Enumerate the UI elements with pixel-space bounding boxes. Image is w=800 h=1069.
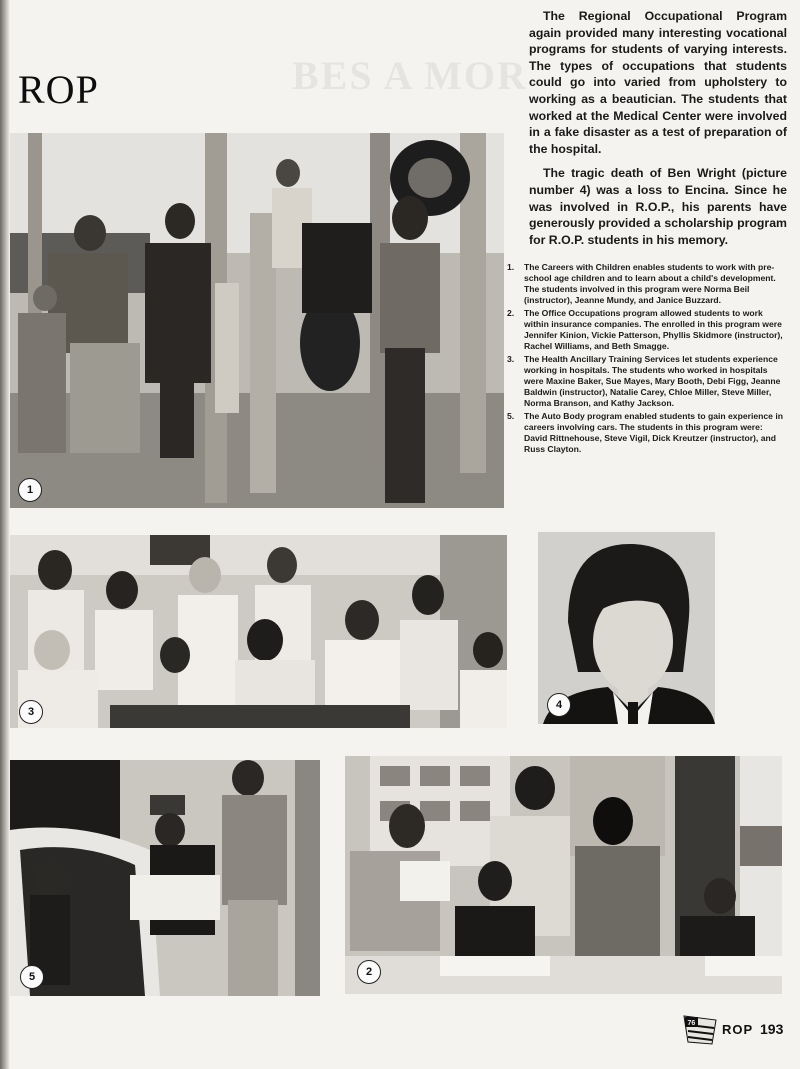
body-paragraph: The Regional Occupational Program again provided many interesting vocational programs for students of varying interests. The types of occupations that students could go into varied from upholstery to working as a beautician. The students that worked at the Medical Center were involved in a fake disaster as a test of preparation of the hospital. bbox=[529, 9, 787, 156]
office-photo-art bbox=[345, 756, 782, 994]
caption-item bbox=[507, 354, 785, 409]
photo-captions bbox=[507, 262, 785, 457]
section-title: ROP bbox=[18, 67, 99, 112]
photo-auto-body bbox=[10, 760, 320, 996]
caption-number: 3. bbox=[507, 354, 515, 364]
caption-item bbox=[507, 262, 785, 306]
photo-number-badge: 5 bbox=[20, 965, 44, 989]
bicentennial-flag-icon bbox=[682, 1012, 718, 1048]
photo-number-badge: 1 bbox=[18, 478, 42, 502]
page-number: 193 bbox=[760, 1021, 784, 1037]
caption-number: 5. bbox=[507, 411, 515, 421]
photo-careers-with-children bbox=[10, 133, 504, 508]
caption-text: The Office Occupations program allowed students to work within insurance companies. The enrolled in this program were Jennifer Kinion, Vickie Patterson, Phyllis Skidmore (instructor), Rachel Williams, and Beth Smagge. bbox=[524, 308, 783, 351]
caption-number: 2. bbox=[507, 308, 515, 318]
caption-text: The Health Ancillary Training Services let students experience working in hospitals. The students who worked in hospitals were Maxine Baker, Sue Mayes, Mary Booth, Debi Figg, Jeanne Baldwin (instructor), Natalie Carey, Chloe Miller, Steve Miller, Norma Branson, and Kathy Jackson. bbox=[524, 354, 781, 408]
caption-text: The Careers with Children enables students to work with pre-school age children and to learn about a child's development. The students involved in this program were Norma Beil (instructor), Jeanne Mundy, and Janice Buzzard. bbox=[524, 262, 776, 305]
photo-number-badge: 3 bbox=[19, 700, 43, 724]
footer-section-label: ROP bbox=[722, 1022, 754, 1037]
photo-portrait-ben-wright bbox=[538, 532, 715, 724]
photo-health-ancillary bbox=[10, 535, 507, 728]
bleed-through-text: BES A MOR bbox=[292, 53, 528, 98]
page-footer bbox=[682, 1012, 792, 1052]
emblem-text: 76 bbox=[687, 1020, 696, 1027]
caption-number: 1. bbox=[507, 262, 515, 272]
body-paragraph: The tragic death of Ben Wright (picture number 4) was a loss to Encina. Since he was involved in R.O.P., his parents have generously provided a scholarship program for R.O.P. students in his memory. bbox=[529, 166, 787, 247]
auto-body-photo-art bbox=[10, 760, 320, 996]
caption-text: The Auto Body program enabled students to gain experience in careers involving cars. The students in this program were: David Rittnehouse, Steve Vigil, Dick Kreutzer (instructor), and Russ Clayton. bbox=[524, 411, 783, 454]
body-text bbox=[529, 8, 787, 256]
page-binding-shadow bbox=[0, 0, 10, 1069]
playground-photo-art bbox=[10, 133, 504, 508]
caption-item bbox=[507, 411, 785, 455]
health-photo-art bbox=[10, 535, 507, 728]
caption-item bbox=[507, 308, 785, 352]
photo-number-badge: 4 bbox=[547, 693, 571, 717]
photo-number-badge: 2 bbox=[357, 960, 381, 984]
photo-office-occupations bbox=[345, 756, 782, 994]
